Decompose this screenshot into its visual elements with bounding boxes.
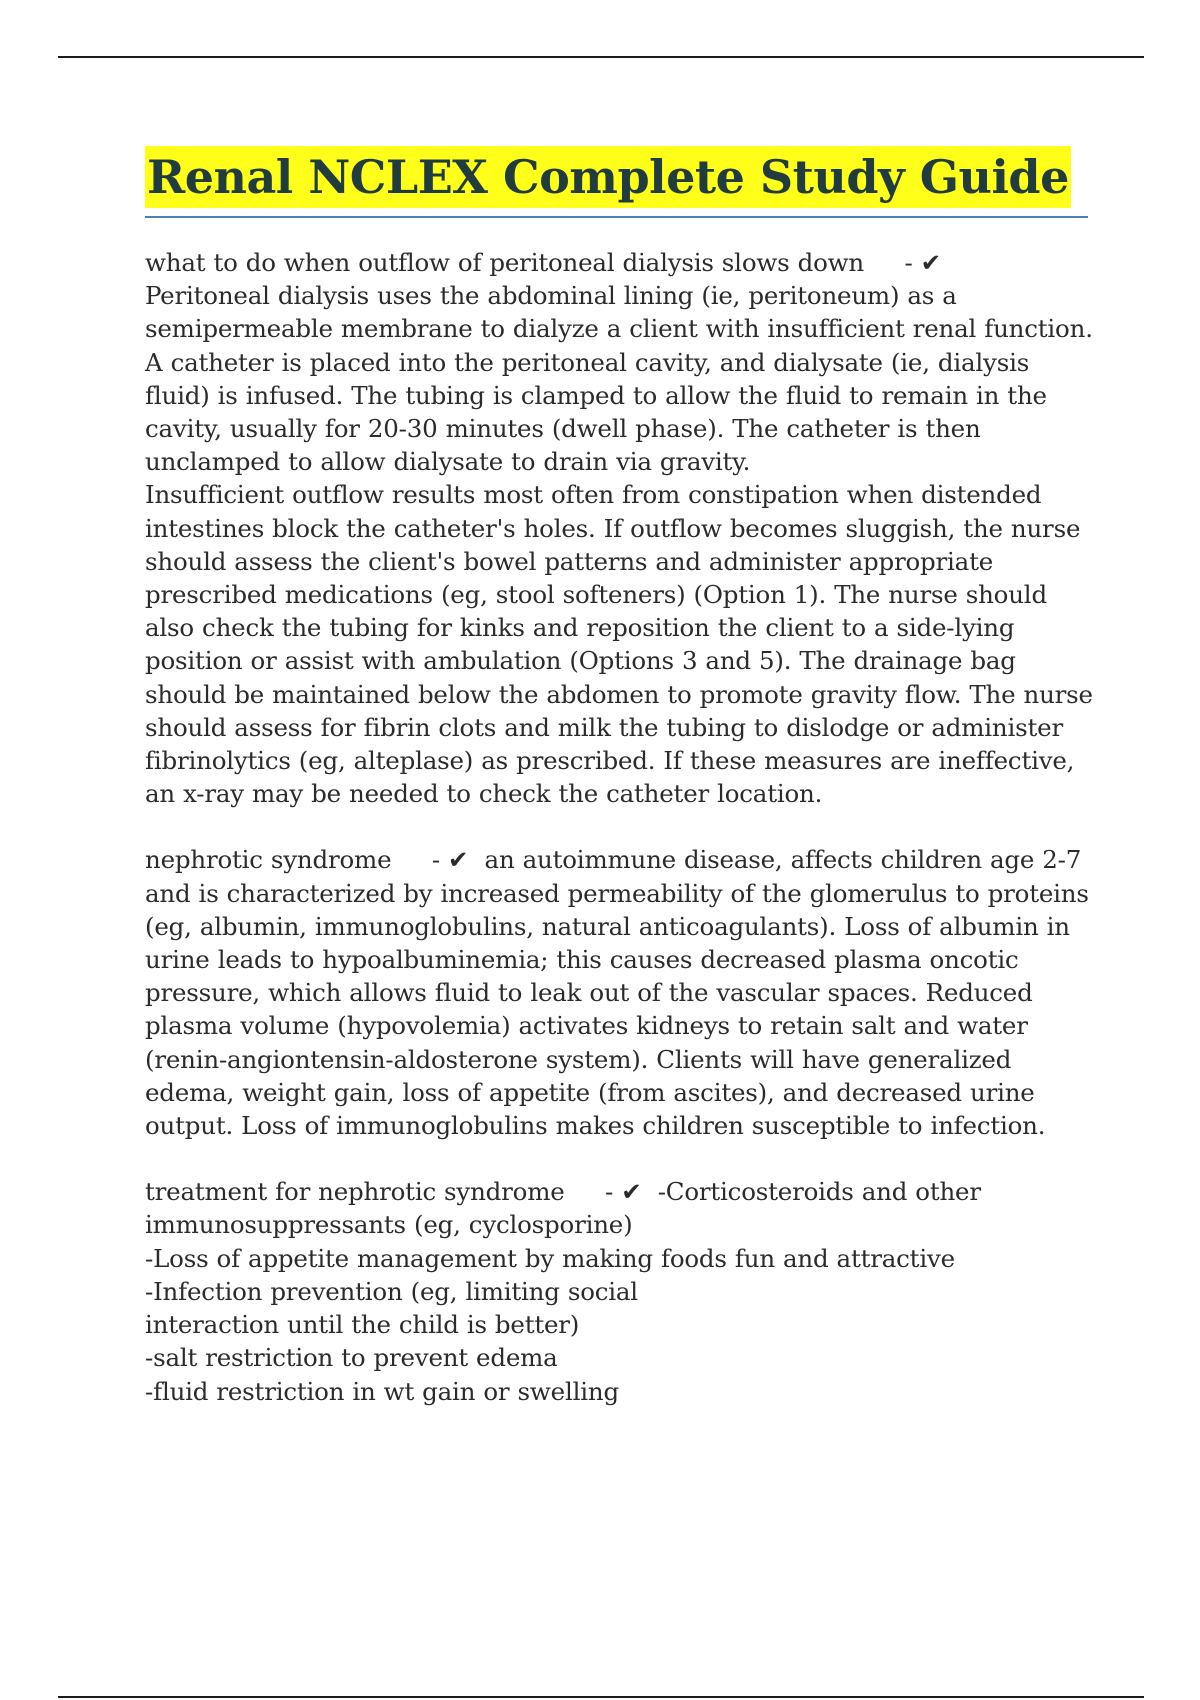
separator-dash: -: [431, 845, 440, 875]
answer-line: -Loss of appetite management by making foods fun and attractive: [145, 1243, 955, 1273]
document-title: Renal NCLEX Complete Study Guide: [145, 146, 1071, 208]
answer-line: interaction until the child is better): [145, 1310, 580, 1340]
check-mark-icon: ✔: [448, 845, 469, 875]
flashcard-entry: [145, 843, 1095, 1142]
entry-term: what to do when outflow of peritoneal dialysis slows down: [145, 248, 864, 277]
answer-paragraph: Insufficient outflow results most often from constipation when distended intestines block the catheter's holes. If outflow becomes sluggish, the nurse should assess the client's bowel patterns and administer appropriate prescribed medications (eg, stool softeners) (Option 1). The nurse should also check the tubing for kinks and reposition the client to a side-lying position or assist with ambulation (Options 3 and 5). The drainage bag should be maintained below the abdomen to promote gravity flow. The nurse should assess for fibrin clots and milk the tubing to dislodge or administer fibrinolytics (eg, alteplase) as prescribed. If these measures are ineffective, an x-ray may be needed to check the catheter location.: [145, 480, 1093, 809]
title-block: [145, 146, 1088, 218]
entry-term: treatment for nephrotic syndrome: [145, 1177, 565, 1207]
study-guide-content: [145, 246, 1095, 1408]
separator-dash: -: [605, 1177, 614, 1207]
entry-term: nephrotic syndrome: [145, 845, 392, 875]
separator-dash: -: [904, 248, 913, 277]
answer-text: -Corticosteroids and other immunosuppressants (eg, cyclosporine): [145, 1177, 981, 1240]
flashcard-entry: [145, 246, 1095, 810]
answer-paragraph: Peritoneal dialysis uses the abdominal lining (ie, peritoneum) as a semipermeable membrane to dialyze a client with insufficient renal function. A catheter is placed into the peritoneal cavity, and dialysate (ie, dialysis fluid) is infused. The tubing is clamped to allow the fluid to remain in the cavity, usually for 20-30 minutes (dwell phase). The catheter is then unclamped to allow dialysate to drain via gravity.: [145, 281, 1093, 477]
bottom-rule: [58, 1696, 1144, 1698]
answer-text: an autoimmune disease, affects children age 2-7 and is characterized by increased permeability of the glomerulus to proteins (eg, albumin, immunoglobulins, natural anticoagulants). Loss of albumin in urine leads to hypoalbuminemia; this causes decreased plasma oncotic pressure, which allows fluid to leak out of the vascular spaces. Reduced plasma volume (hypovolemia) activates kidneys to retain salt and water (renin-angiontensin-aldosterone system). Clients will have generalized edema, weight gain, loss of appetite (from ascites), and decreased urine output. Loss of immunoglobulins makes children susceptible to infection.: [145, 845, 1089, 1141]
answer-line: -Infection prevention (eg, limiting social: [145, 1276, 638, 1306]
answer-line: -fluid restriction in wt gain or swelling: [145, 1376, 619, 1406]
check-mark-icon: ✔: [920, 248, 941, 277]
top-rule: [58, 56, 1144, 58]
answer-line: -salt restriction to prevent edema: [145, 1343, 558, 1373]
flashcard-entry: [145, 1175, 1095, 1407]
check-mark-icon: ✔: [621, 1177, 642, 1207]
